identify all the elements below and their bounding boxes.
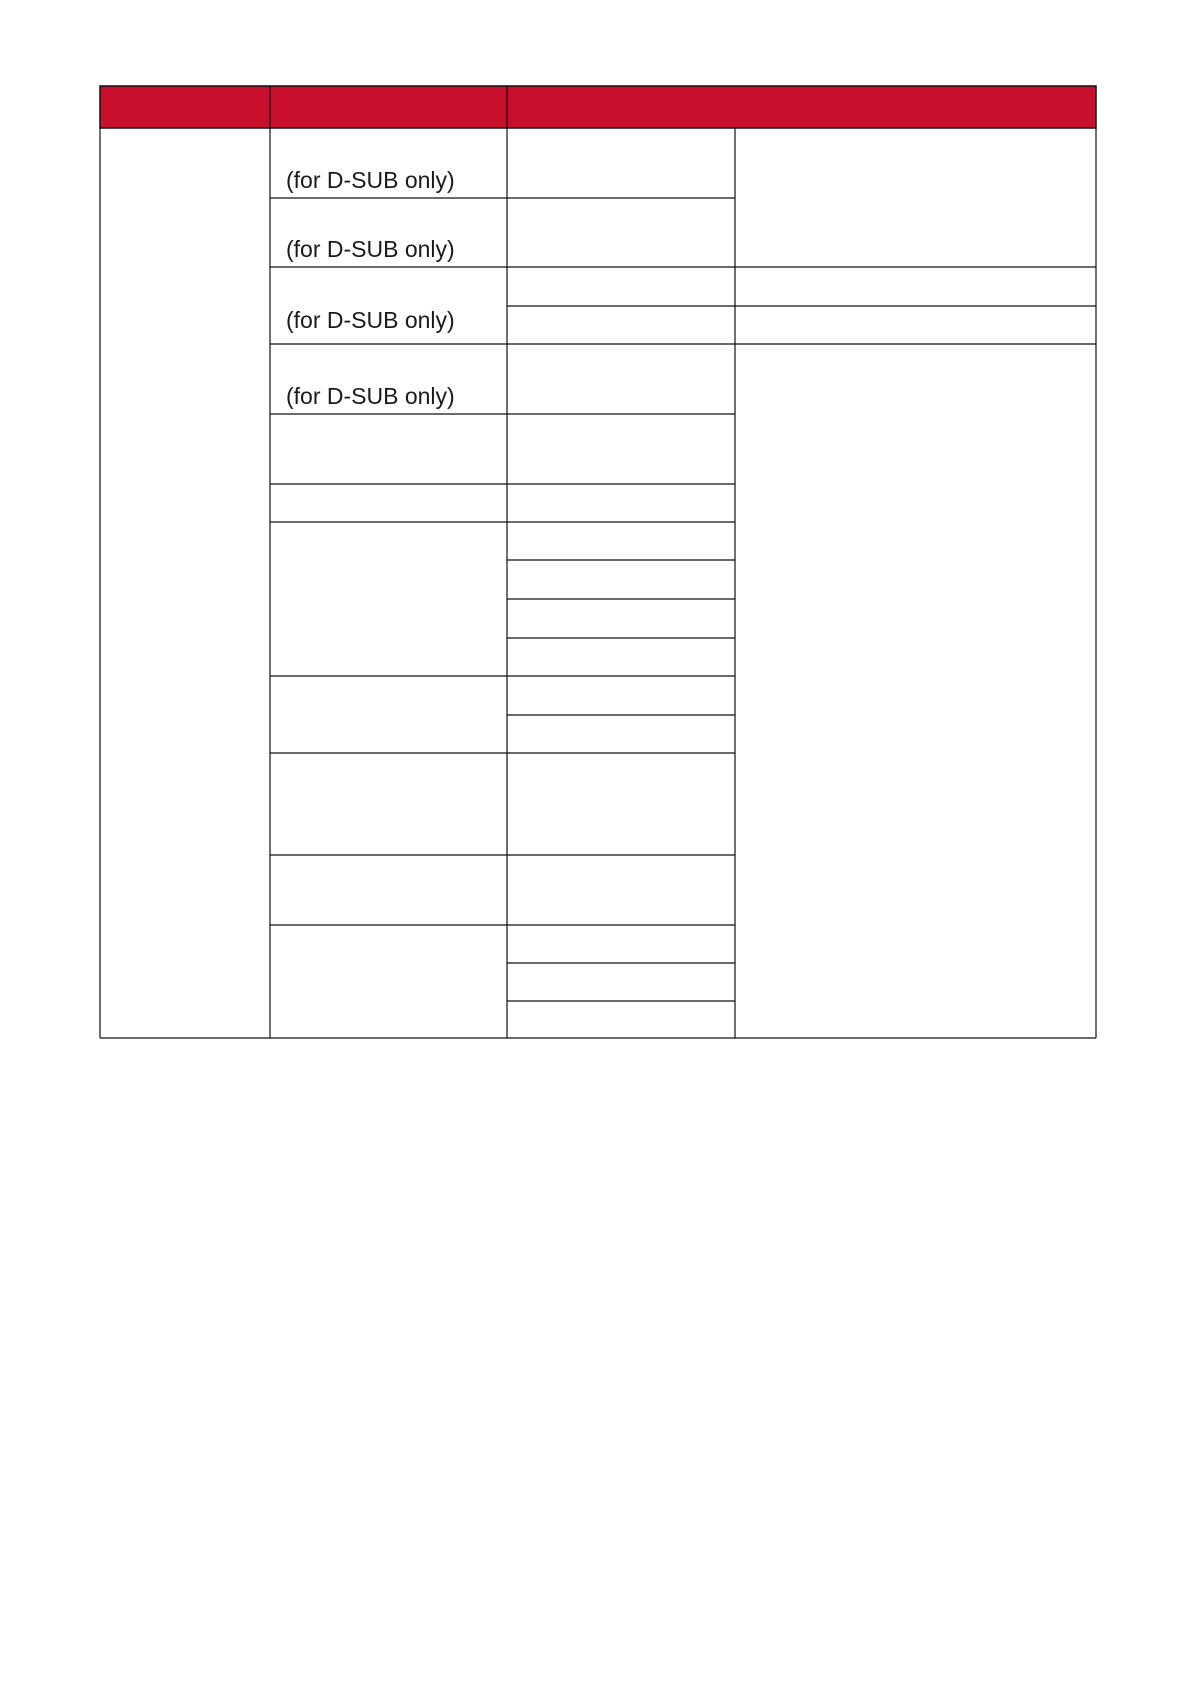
table-header [100, 86, 1096, 128]
dsub-note-2: (for D-SUB only) [286, 236, 455, 262]
dsub-note-4: (for D-SUB only) [286, 383, 455, 409]
dsub-note-1: (for D-SUB only) [286, 167, 455, 193]
table-body-grid [100, 128, 1096, 1038]
dsub-note-3: (for D-SUB only) [286, 307, 455, 333]
